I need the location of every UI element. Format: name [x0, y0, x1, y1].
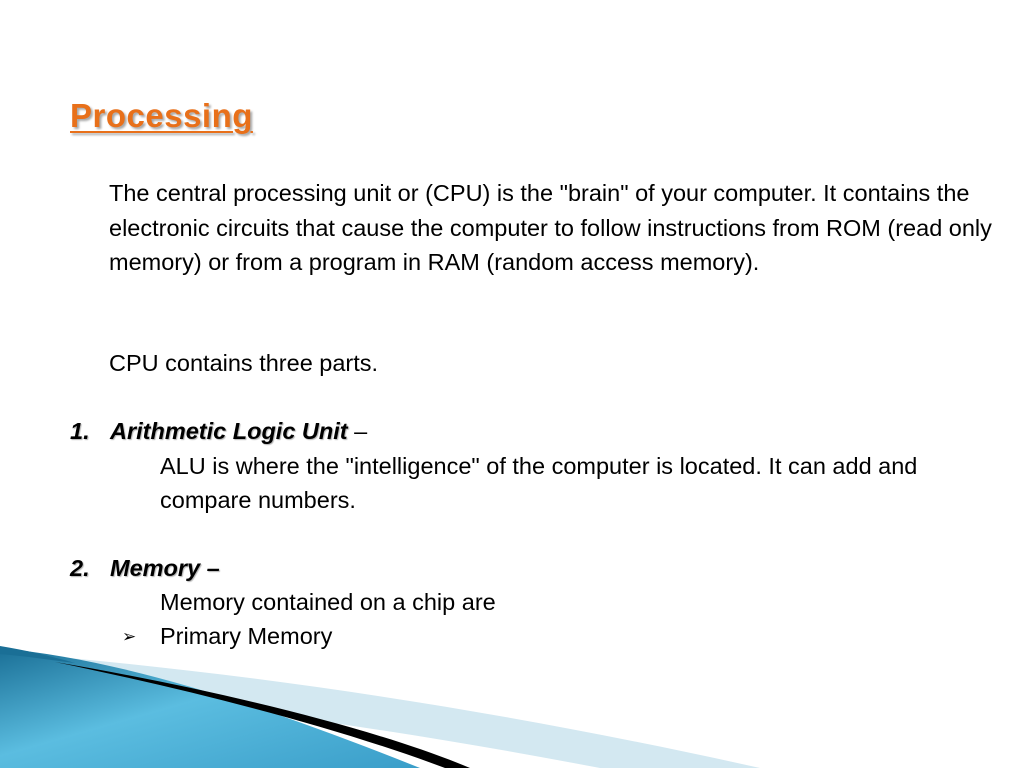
- bullet-item-primary-memory: [122, 619, 332, 654]
- cpu-parts-intro: CPU contains three parts.: [109, 350, 379, 376]
- alu-description: ALU is where the "intelligence" of the computer is located. It can add and compare numbers.: [160, 453, 918, 513]
- list-number: 1.: [70, 418, 90, 444]
- list-heading: Arithmetic Logic Unit: [110, 418, 348, 444]
- bullet-text: Primary Memory: [160, 623, 333, 649]
- list-item-alu: [70, 414, 367, 448]
- cpu-description: The central processing unit or (CPU) is the "brain" of your computer. It contains the electronic circuits that cause the computer to follow instructions from ROM (read only memory) or from a program in RAM (random access memory).: [109, 180, 992, 275]
- list-heading: Memory –: [110, 555, 220, 581]
- arrow-bullet-icon: ➢: [122, 627, 137, 646]
- list-dash: –: [347, 418, 368, 444]
- list-number: 2.: [70, 555, 90, 581]
- list-item-memory: [70, 551, 220, 585]
- slide-title: Processing: [70, 97, 253, 134]
- memory-description: Memory contained on a chip are: [160, 589, 496, 615]
